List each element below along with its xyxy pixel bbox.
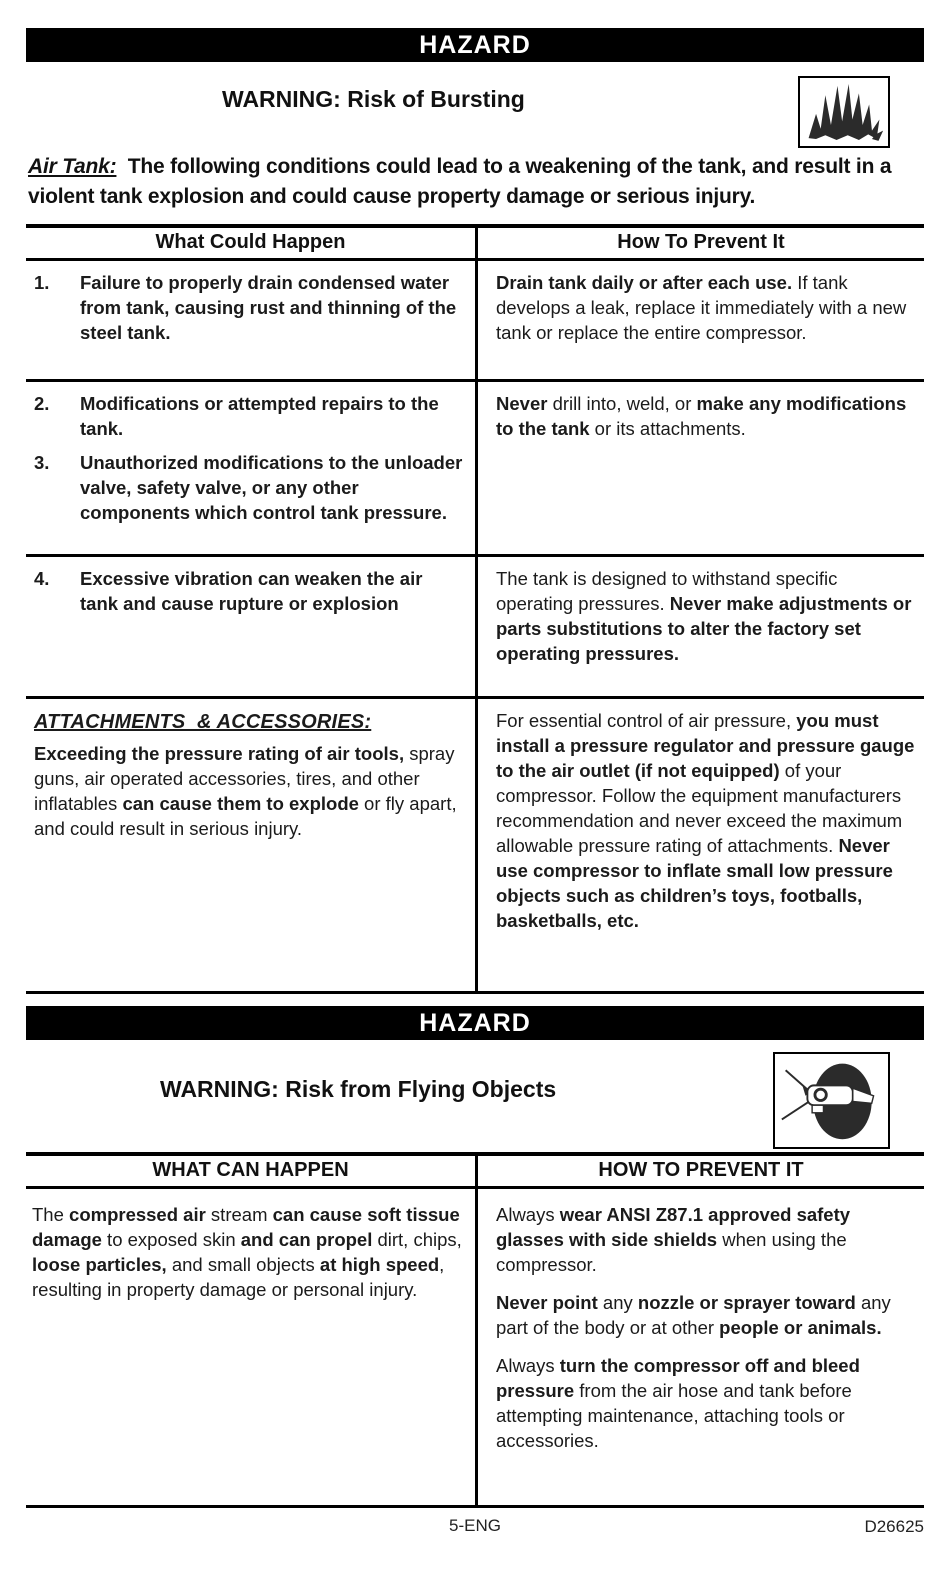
- prevention-paragraph: For essential control of air pressure, you must install a pressure regulator and pressure gauge to the air outlet (if not equipped) of your compressor. Follow the equipment manufacturers recommendation and never exceed the maximum allowable pressure rating of attachments. Never use compressor to inflate small low pressure objects such as children’s toys, footballs, basketballs, etc.: [496, 710, 915, 931]
- column-header-what-could-happen: What Could Happen: [26, 228, 478, 258]
- hazard-banner-1: HAZARD: [26, 28, 924, 62]
- column-header-what-can-happen: WHAT CAN HAPPEN: [26, 1156, 478, 1186]
- warning-title-flying-objects: WARNING: Risk from Flying Objects: [160, 1076, 557, 1102]
- warning-header-bursting: [26, 62, 924, 152]
- hazard-table-flying-objects: [26, 1152, 924, 1508]
- warning-title-bursting: WARNING: Risk of Bursting: [222, 86, 525, 112]
- document-page: [0, 28, 950, 1583]
- document-number: D26625: [864, 1517, 924, 1536]
- prevention-cell: [478, 261, 924, 379]
- prevention-cell: [478, 699, 924, 991]
- list-item-number: 2.: [34, 393, 50, 414]
- list-item-text: Failure to properly drain condensed water from tank, causing rust and thinning of the steel tank.: [80, 272, 457, 343]
- cause-cell: [26, 699, 478, 991]
- list-item-number: 3.: [34, 452, 50, 473]
- explosion-icon: [803, 81, 885, 143]
- table-row: [26, 261, 924, 382]
- prevention-paragraph: Drain tank daily or after each use. If tank develops a leak, replace it immediately with a new tank or replace the entire compressor.: [496, 272, 907, 343]
- list-item-text: Modifications or attempted repairs to the tank.: [80, 393, 439, 439]
- list-item: [34, 566, 463, 616]
- prevention-paragraph: Never point any nozzle or sprayer toward any part of the body or at other people or animals.: [496, 1292, 891, 1338]
- column-header-how-to-prevent: How To Prevent It: [617, 231, 785, 253]
- explosion-icon-box: [798, 76, 890, 148]
- table-row: [26, 699, 924, 994]
- attachments-accessories-heading: ATTACHMENTS & ACCESSORIES:: [34, 711, 372, 733]
- air-tank-intro: Air Tank: The following conditions could lead to a weakening of the tank, and result in a violent tank explosion and could cause property damage or serious injury.: [28, 155, 892, 208]
- table-row: [26, 382, 924, 557]
- cause-cell: [26, 1189, 478, 1505]
- safety-glasses-icon-box: [773, 1052, 890, 1149]
- prevention-paragraph: Always turn the compressor off and bleed pressure from the air hose and tank before attempting maintenance, attaching tools or accessories.: [496, 1355, 860, 1451]
- list-item: [34, 391, 463, 441]
- safety-glasses-icon: [778, 1057, 885, 1144]
- list-item: [34, 270, 463, 345]
- cause-cell: [26, 382, 478, 554]
- table-row: [26, 1189, 924, 1508]
- hazard-banner-2: HAZARD: [26, 1006, 924, 1040]
- hazard-table-bursting: [26, 224, 924, 994]
- cause-paragraph: Exceeding the pressure rating of air tools, spray guns, air operated accessories, tires, and other inflatables can cause them to explode or fly apart, and could result in serious injury.: [34, 743, 457, 839]
- cause-cell: [26, 261, 478, 379]
- page-number: 5-ENG: [449, 1516, 501, 1535]
- prevention-cell: [478, 557, 924, 696]
- prevention-paragraph: Always wear ANSI Z87.1 approved safety glasses with side shields when using the compressor.: [496, 1204, 851, 1275]
- list-item-text: Unauthorized modifications to the unloader valve, safety valve, or any other components which control tank pressure.: [80, 452, 463, 523]
- warning-header-flying-objects: [26, 1040, 924, 1152]
- prevention-cell: [478, 382, 924, 554]
- table-header-row: [26, 228, 924, 261]
- table-row: [26, 557, 924, 699]
- list-item-text: Excessive vibration can weaken the air tank and cause rupture or explosion: [80, 568, 423, 614]
- page-footer: [26, 1516, 924, 1536]
- list-item: [34, 450, 463, 525]
- cause-cell: [26, 557, 478, 696]
- list-item-number: 1.: [34, 272, 50, 293]
- prevention-paragraph: Never drill into, weld, or make any modifications to the tank or its attachments.: [496, 393, 907, 439]
- table-header-row: [26, 1156, 924, 1189]
- prevention-cell: [478, 1189, 924, 1505]
- list-item-number: 4.: [34, 568, 50, 589]
- column-header-how-to-prevent-it: HOW TO PREVENT IT: [598, 1159, 804, 1181]
- cause-paragraph: The compressed air stream can cause soft tissue damage to exposed skin and can propel dirt, chips, loose particles, and small objects at high speed, resulting in property damage or personal injury.: [32, 1204, 462, 1300]
- prevention-paragraph: The tank is designed to withstand specific operating pressures. Never make adjustments or parts substitutions to alter the factory set operating pressures.: [496, 568, 912, 664]
